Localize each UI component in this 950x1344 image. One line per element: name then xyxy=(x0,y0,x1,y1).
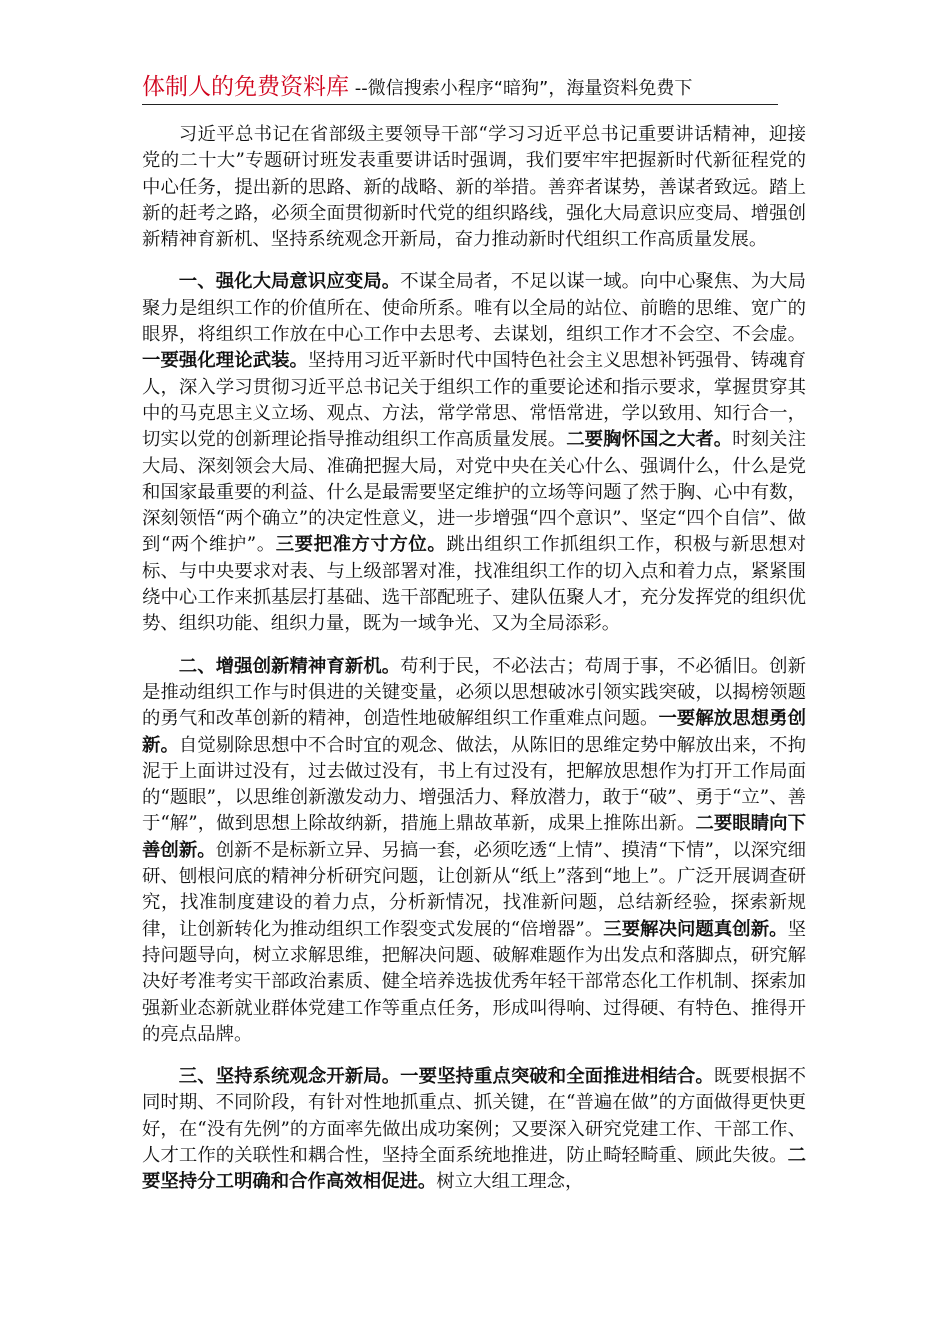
section-2-point-1: 一要解放思想勇创新。 xyxy=(142,708,806,756)
section-2-point-3: 三要解决问题真创新。 xyxy=(603,918,788,940)
section-3-point-2: 二要坚持分工明确和合作高效相促进。 xyxy=(142,1144,806,1193)
section-1-heading: 一、强化大局意识应变局。 xyxy=(178,271,401,293)
header-tagline: --微信搜索小程序“暗狗”，海量资料免费下 xyxy=(349,78,693,99)
section-1-point-1-text: 坚持用习近平新时代中国特色社会主义思想补钙强骨、铸魂育人，深入学习贯彻习近平总书记关于组织工作的重要论述和指示要求，掌握贯穿其中的马克思主义立场、观点、方法，常学常思、常悟常进，学以致用、知行合一，切实以党的创新理论指导推动组织工作高质量发展。 xyxy=(142,350,806,451)
section-1-point-3: 三要把准方寸方位。 xyxy=(275,534,447,556)
section-1-point-2: 二要胸怀国之大者。 xyxy=(566,429,733,451)
section-2-point-3-text: 坚持问题导向，树立求解思维，把解决问题、破解难题作为出发点和落脚点，研究解决好考准考实干部政治素质、健全培养选拔优秀年轻干部常态化工作机制、探索加强新业态新就业群体党建工作等重点任务，形成叫得响、过得硬、有特色、推得开的亮点品牌。 xyxy=(142,918,806,1045)
section-2-point-1-text: 自觉剔除思想中不合时宜的观念、做法，从陈旧的思维定势中解放出来，不拘泥于上面讲过没有，过去做过没有，书上有过没有，把解放思想作为打开工作局面的“题眼”，以思维创新激发动力、增强活力、释放潜力，敢于“破”、勇于“立”、善于“解”，做到思想上除故纳新，措施上鼎故革新，成果上推陈出新。 xyxy=(142,734,806,835)
section-1-paragraph xyxy=(142,269,806,637)
section-2-point-2-text: 创新不是标新立异、另搞一套，必须吃透“上情”、摸清“下情”，以深究细研、刨根问底的精神分析研究问题，让创新从“纸上”落到“地上”。广泛开展调查研究，找准制度建设的着力点，分析新情况，找准新问题，总结新经验，探索新规律，让创新转化为推动组织工作裂变式发展的“倍增器”。 xyxy=(142,839,806,940)
header-brand: 体制人的免费资料库 xyxy=(142,74,349,100)
section-1-point-1: 一要强化理论武装。 xyxy=(142,350,309,372)
page-header xyxy=(142,68,778,105)
section-3-paragraph xyxy=(142,1064,806,1195)
section-3-point-2-text: 树立大组工理念， xyxy=(436,1171,584,1193)
section-1-point-2-text: 时刻关注大局、深刻领会大局、准确把握大局，对党中央在关心什么、强调什么，什么是党和国家最重要的利益、什么是最需要坚定维护的立场等问题了然于胸、心中有数，深刻领悟“两个确立”的决定性意义，进一步增强“四个意识”、坚定“四个自信”、做到“两个维护”。 xyxy=(142,429,806,556)
section-3-point-1-text: 既要根据不同时期、不同阶段，有针对性地抓重点、抓关键，在“普遍在做”的方面做得更快更好，在“没有先例”的方面率先做出成功案例；又要深入研究党建工作、干部工作、人才工作的关联性和耦合性，坚持全面系统地推进，防止畸轻畸重、顾此失彼。 xyxy=(142,1066,806,1166)
section-2-text: 苟利于民，不必法古；苟周于事，不必循旧。创新是推动组织工作与时俱进的关键变量，必须以思想破冰引领实践突破，以揭榜领题的勇气和改革创新的精神，创造性地破解组织工作重难点问题。 xyxy=(142,655,806,730)
section-3-point-1: 一要坚持重点突破和全面推进相结合。 xyxy=(400,1066,714,1088)
section-2-point-2: 二要眼睛向下善创新。 xyxy=(142,813,806,861)
article-body xyxy=(142,122,806,1212)
section-3-heading: 三、坚持系统观念开新局。 xyxy=(178,1066,401,1088)
intro-text: 习近平总书记在省部级主要领导干部“学习习近平总书记重要讲话精神，迎接党的二十大”专题研讨班发表重要讲话时强调，我们要牢牢把握新时代新征程党的中心任务，提出新的思路、新的战略、新的举措。善弈者谋势，善谋者致远。踏上新的赶考之路，必须全面贯彻新时代党的组织路线，强化大局意识应变局、增强创新精神育新机、坚持系统观念开新局，奋力推动新时代组织工作高质量发展。 xyxy=(142,124,806,251)
intro-paragraph xyxy=(142,122,806,253)
section-2-heading: 二、增强创新精神育新机。 xyxy=(178,655,401,677)
section-1-text: 不谋全局者，不足以谋一域。向中心聚焦、为大局聚力是组织工作的价值所在、使命所系。唯有以全局的站位、前瞻的思维、宽广的眼界，将组织工作放在中心工作中去思考、去谋划，组织工作才不会空、不会虚。 xyxy=(142,271,806,346)
section-2-paragraph xyxy=(142,654,806,1048)
section-1-point-3-text: 跳出组织工作抓组织工作，积极与新思想对标、与中央要求对表、与上级部署对准，找准组织工作的切入点和着力点，紧紧围绕中心工作来抓基层打基础、选干部配班子、建队伍聚人才，充分发挥党的组织优势、组织功能、组织力量，既为一域争光、又为全局添彩。 xyxy=(142,534,806,635)
